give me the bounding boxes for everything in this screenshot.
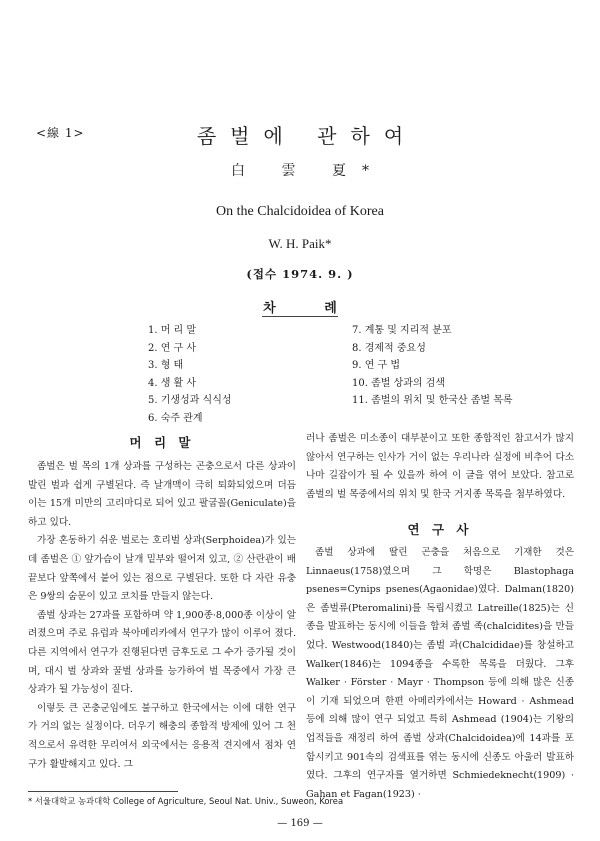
korean-author: 白 雲 夏*	[231, 163, 385, 179]
toc-item: 10. 좀벌 상과의 검색	[352, 377, 446, 389]
right-column	[306, 430, 574, 504]
toc-item: 4. 생 활 사	[148, 377, 197, 389]
toc-item: 5. 기생성과 식식성	[148, 395, 232, 407]
toc-item: 2. 연 구 사	[148, 342, 197, 354]
history-column	[306, 544, 574, 804]
toc-item: 7. 계통 및 지리적 분포	[352, 325, 452, 336]
intro-paragraph: 가장 혼동하기 쉬운 벌로는 호리벌 상과(Serphoidea)가 있는데 좀벌은 ① 앞가슴이 날개 밑부와 떨어져 있고, ② 산란관이 배끝보다 앞쪽에서 붙어 있는 점으로 구별된다. 또한 다 자란 유충은 9쌍의 숨문이 있고 코치를 만들지 않는다.	[28, 535, 296, 603]
toc-right-column	[352, 322, 513, 410]
toc-item: 11. 좀벌의 위치 및 한국산 좀벌 목록	[352, 395, 513, 407]
intro-paragraph: 좀벌은 벌 목의 1개 상과를 구성하는 곤충으로서 다른 상과이 발린 벌과 쉽게 구별된다. 즉 날개맥이 극히 퇴화되었으며 더듬이는 15개 미만의 고리마디로 되어 있고 팔굽꼴(Geniculate)을 하고 있다.	[28, 461, 296, 528]
intro-paragraph: 좀벌 상과는 27과를 포함하며 약 1,900종·8,000종 이상이 알려졌으며 주로 유럽과 북아메리카에서 연구가 많이 이루어 졌다. 다른 지역에서 연구가 진행된다면 금후도로 그 수가 증가될 것이며, 대시 벌 상과와 꿀벌 상과를 능가하여 벌 목중에서 가장 큰 상과가 될 가능성이 짙다.	[28, 609, 296, 696]
toc-item: 3. 형 태	[148, 360, 184, 372]
page-number: — 169 —	[277, 818, 323, 829]
toc-item: 6. 숙주 관계	[148, 412, 203, 424]
toc-item: 9. 연 구 법	[352, 360, 401, 372]
figure-tag: <線 1>	[36, 126, 85, 140]
english-title: On the Chalcidoidea of Korea	[216, 204, 384, 219]
history-paragraph: 좀벌 상과에 딸린 곤충을 처음으로 기재한 것은 Linnaeus(1758)였으며 그 학명은 Blastophaga psenes=Cynips psenes(Agaonidae)였다. Dalman(1820)은 좀벌류(Pteromalini)를 독립시켰고 Latreille(1825)는 신종을 발표하는 동시에 이들을 합쳐 좀벌 족(chalcidites)을 만들었다. Westwood(1840)는 좀벌 과(Chalcididae)를 창설하고 Walker(1846)는 1094종을 수록한 목록을 더웠다. 그후 Walker · Förster · Mayr · Thompson 등에 의해 많은 신종이 기재 되었으며 한편 아메리카에서는 Howard · Ashmead 등에 의해 많이 연구 되었고 특히 Ashmead (1904)는 기왕의 업적들을 재정리 하여 좀벌 상과(Chalcidoidea)에 14과를 포함시키고 901속의 검색표를 엮는 동시에 신종도 아울러 발표하였다. 그후의 연구자를 열거하면 Schmiedeknecht(1909) · Gahan et Fagan(1923) ·	[306, 547, 574, 800]
intro-paragraph: 이렇듯 큰 곤충군임에도 불구하고 한국에서는 이에 대한 연구가 거의 없는 실정이다. 더우기 해충의 종합적 방제에 있어 그 천적으로서 유력한 무리여서 외국에서는 응용적 견지에서 점차 연구가 활발해지고 있다. 그	[28, 702, 296, 770]
intro-column	[28, 458, 296, 774]
intro-heading: 머 리 말	[129, 435, 195, 450]
footnote: * 서울대학교 농과대학 College of Agriculture, Seoul Nat. Univ., Suweon, Korea	[28, 796, 344, 806]
toc-underline	[262, 316, 338, 317]
toc-item: 8. 경제적 중요성	[352, 342, 426, 354]
history-heading: 연 구 사	[407, 522, 473, 537]
intro-continuation: 러나 좀벌은 미소종이 대부분이고 또한 종합적인 참고서가 많지 않아서 연구하는 인사가 거이 없는 우리나라 실정에 비추어 다소나마 길잡이가 될 수 있을까 하여 이 글을 엮어 보았다. 참고로 좀벌의 벌 목중에서의 위치 및 한국 거지종 목록을 첨부하였다.	[306, 433, 574, 500]
toc-heading: 차 례	[263, 301, 359, 316]
english-author: W. H. Paik*	[268, 236, 332, 251]
toc-item: 1. 머 리 말	[148, 325, 197, 336]
received-date: (접수 1974. 9. )	[246, 267, 354, 281]
korean-title: 좀벌에 관하여	[196, 124, 418, 148]
toc-left-column	[148, 322, 232, 428]
footnote-rule	[28, 791, 178, 792]
